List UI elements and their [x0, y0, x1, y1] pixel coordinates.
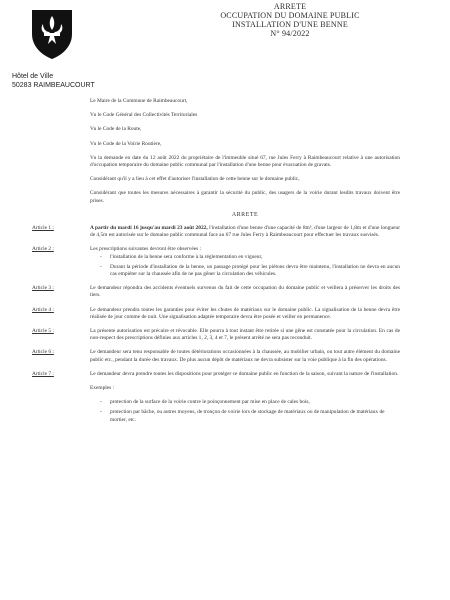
mairie-name: Hôtel de Ville [12, 73, 54, 80]
decree-number: N° 94/2022 [270, 29, 310, 38]
article-text: Le demandeur sera tenu responsable de toutes détériorations occasionnées à la chaussée, au mobilier urbain, ou tout autre élément du domaine public etc., pendant la durée des travaux. De plus aucun dépôt de matériaux ne devra subsister sur la voie publique à la fin des opérations. [90, 349, 400, 363]
preamble-line: Le Maire de la Commune de Raimbeaucourt, [90, 98, 188, 104]
article-label: Article 2 : [32, 246, 54, 253]
article-label: Article 5 : [32, 328, 54, 335]
example-item: - protection par bâche, ou autres moyens, de tronçon de voirie lors de stockage de matériaux ou de manipulation de matériaux de mortier, etc. [96, 409, 400, 423]
preamble-line: Vu le Code de la Route, [90, 126, 142, 133]
preamble-line: Considérant que toutes les mesures nécessaires à garantir la sécurité du public, des usagers de la voirie durant lesdits travaux doivent être prises. [90, 190, 400, 204]
preamble-line: Considérant qu'il y a lieu à cet effet d'autoriser l'installation de cette benne sur le domaine public, [90, 176, 300, 183]
prescription-item: - l'installation de la benne sera conforme à la réglementation en vigueur, [96, 254, 400, 261]
article-3 [32, 285, 400, 299]
decree-body [32, 98, 400, 427]
title-line: OCCUPATION DU DOMAINE PUBLIC [220, 11, 360, 20]
examples-heading: Exemples : [90, 385, 115, 392]
article-text: La présente autorisation est précaire et révocable. Elle pourra à tout instant être retirée si une gêne est constatée pour la circulation. En cas de non-respect des prescriptions définies aux articles 1, 2, 3, 4 et 7, le présent arrêté ne sera pas reconduit. [90, 328, 400, 342]
article-label: Article 1 : [32, 225, 54, 232]
article-label: Article 7 : [32, 370, 54, 377]
article-label: Article 6 : [32, 349, 54, 356]
article-text: Le demandeur prendra toutes les garanties pour éviter les chutes de matériaux sur le domaine public. La signalisation de la benne devra être réalisée de jour comme de nuit. Une signalisation adaptée temporaire devra être posée et veiller en permanence. [90, 306, 400, 320]
article-text: Le demandeur répondra des accidents éventuels survenus du fait de cette occupation du domaine public et veillera à préserver les droits des tiers. [90, 285, 400, 299]
article-6 [32, 349, 400, 363]
decree-title [180, 2, 400, 38]
preamble-line: Vu le Code de la Voirie Routière, [90, 140, 162, 147]
article-1 [32, 225, 400, 239]
arrete-heading: ARRETE [231, 211, 259, 218]
mairie-postcode-city: 50283 RAIMBEAUCOURT [12, 82, 95, 89]
article-4 [32, 306, 400, 321]
preamble-line: Vu la demande en date du 12 août 2022 du propriétaire de l'immeuble situé 67, rue Jules Ferry à Raimbeaucourt relative à une autorisation d'occupation temporaire du domaine public communal par l'installation d'une benne pour évacuation de gravats. [90, 154, 400, 169]
coat-of-arms-icon [30, 8, 74, 60]
title-line: ARRETE [273, 2, 307, 11]
article-5 [32, 328, 400, 342]
article-7 [32, 370, 400, 378]
mairie-address [12, 72, 95, 90]
article-2 [32, 246, 400, 278]
article-label: Article 4 : [32, 306, 54, 313]
article-label: Article 3 : [32, 285, 54, 292]
prescription-item: - Durant la période d'installation de la benne, un passage protégé pour les piétons devra être maintenu, l'installation ne devra en aucun cas empiéter sur la chaussée afin de ne pas gêner la circulation des véhicules. [96, 264, 400, 278]
article-text: Le demandeur devra prendre toutes les dispositions pour protéger ce domaine public en fonction de la saison, suivant la nature de l'installation. [90, 370, 399, 377]
article-text: Les prescriptions suivantes devront être observées : [90, 246, 202, 253]
title-line: INSTALLATION D'UNE BENNE [232, 20, 348, 29]
article-text: l'installation d'une benne d'une capacité de 8m³, d'une largeur de 1,8m et d'une longueur de 4,5m est autorisée sur le domaine public communal face au 67 rue Jules Ferry à Raimbeaucourt pour effectuer les travaux susvisés. [90, 225, 400, 239]
preamble-line: Vu le Code Général des Collectivités Territoriales [90, 112, 198, 119]
example-item: - protection de la surface de la voirie contre le poinçonnement par mise en place de cales bois, [96, 399, 400, 406]
article-dates: A partir du mardi 16 jusqu'au mardi 23 août 2022, [90, 225, 208, 232]
